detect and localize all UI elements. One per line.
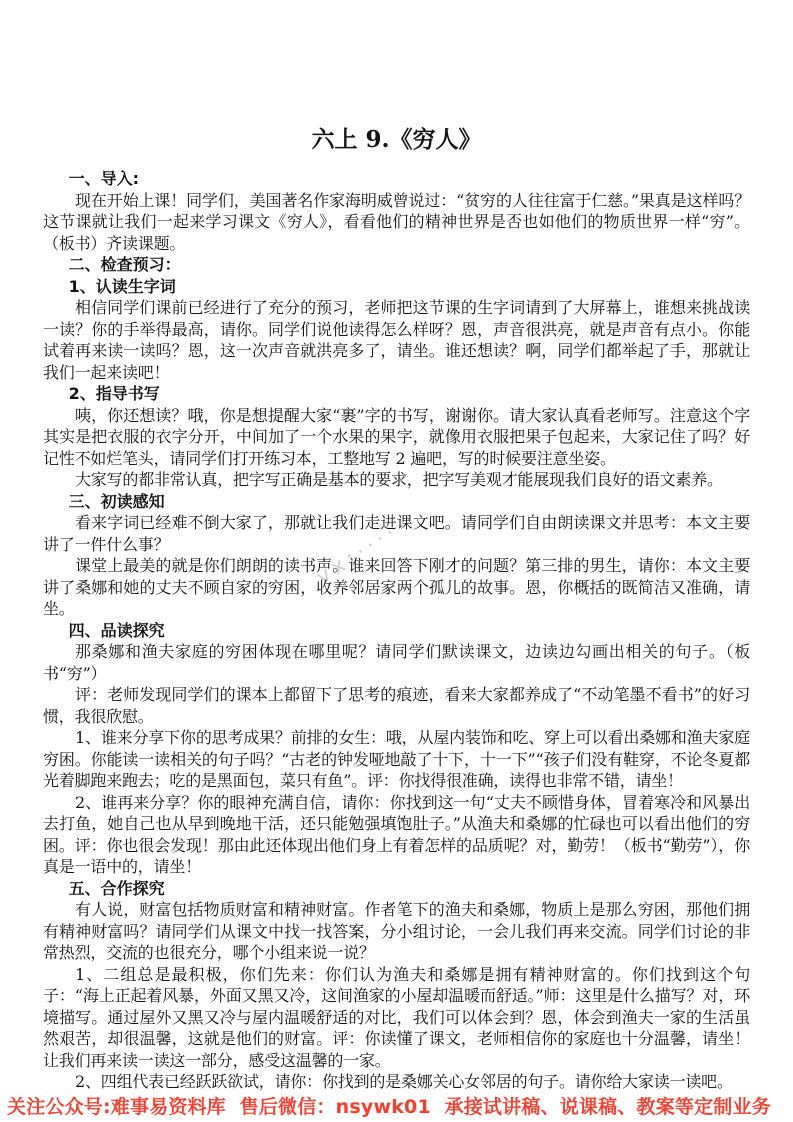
paragraph: 评：老师发现同学们的课本上都留下了思考的痕迹，看来大家都养成了“不动笔墨不看书”的好习惯，我很欣慰。 bbox=[43, 685, 750, 726]
paragraph: 有人说，财富包括物质财富和精神财富。作者笔下的渔夫和桑娜，物质上是那么穷困，那他们拥有精神财富吗？请同学们从课文中找一找答案，分小组讨论，一会儿我们再来交流。同学们讨论的非常热烈，交流的也很充分，哪个小组来说一说？ bbox=[43, 900, 750, 962]
document-body bbox=[43, 126, 750, 1093]
paragraph: 相信同学们课前已经进行了充分的预习，老师把这节课的生字词请到了大屏幕上，谁想来挑战读一读？你的手举得最高，请你。同学们说他读得怎么样呀？恩，声音很洪亮，就是声音有点小。你能试着再来读一读吗？恩，这一次声音就洪亮多了，请坐。谁还想读？啊，同学们都举起了手，那就让我们一起来读吧！ bbox=[43, 298, 750, 382]
list-item-share-1: 1、谁来分享下你的思考成果？前排的女生：哦，从屋内装饰和吃、穿上可以看出桑娜和渔夫家庭穷困。你能读一读相关的句子吗？“古老的钟发哑地敲了十下，十一下”“孩子们没有鞋穿，不论冬夏都光着脚跑来跑去；吃的是黑面包，菜只有鱼”。评：你找得很准确，读得也非常不错，请坐！ bbox=[43, 728, 750, 790]
paragraph: 课堂上最美的就是你们朗朗的读书声。谁来回答下刚才的问题？第三排的男生，请你：本文主要讲了桑娜和她的丈夫不顾自家的穷困，收养邻居家两个孤儿的故事。恩，你概括的既简洁又准确，请坐。 bbox=[43, 556, 750, 618]
paragraph: 那桑娜和渔夫家庭的穷困体现在哪里呢？请同学们默读课文，边读边勾画出相关的句子。（板书“穷”） bbox=[43, 642, 750, 683]
list-item-group-4: 2、四组代表已经跃跃欲试，请你：你找到的是桑娜关心女邻居的句子。请你给大家读一读吧。 bbox=[75, 1072, 733, 1091]
list-item-share-2: 2、谁再来分享？你的眼神充满自信，请你：你找到这一句“丈夫不顾惜身体，冒着寒冷和风暴出去打鱼，她自己也从早到晚地干活，还只能勉强填饱肚子。”从渔夫和桑娜的忙碌也可以看出他们的穷困。评：你也很会发现！那由此还体现出他们身上有着怎样的品质呢？对，勤劳！（板书“勤劳”），你真是一语中的，请坐！ bbox=[43, 792, 750, 876]
section-heading-first-reading: 三、初读感知 bbox=[68, 491, 165, 511]
section-heading-cooperative-inquiry: 五、合作探究 bbox=[68, 878, 165, 898]
paragraph: 咦，你还想读？哦，你是想提醒大家“裹”字的书写，谢谢你。请大家认真看老师写。注意这个字其实是把衣服的衣字分开，中间加了一个水果的果字，就像用衣服把果子包起来，大家记住了吗？好记性不如烂笔头，请同学们打开练习本，工整地写 2 遍吧，写的时候要注意坐姿。 bbox=[43, 405, 750, 468]
footer-promo-text: 关注公众号:难事易资料库 售后微信：nsywk01 承接试讲稿、说课稿、教案等定制业务 bbox=[7, 1096, 771, 1118]
subsection-heading-read-words: 1、认读生字词 bbox=[68, 276, 176, 296]
paragraph: 大家写的都非常认真，把字写正确是基本的要求，把字写美观才能展现我们良好的语文素养。 bbox=[75, 470, 723, 489]
page-title: 六上 9.《穷人》 bbox=[311, 126, 482, 153]
subsection-heading-writing-guide: 2、指导书写 bbox=[68, 384, 160, 403]
section-heading-close-reading: 四、品读探究 bbox=[68, 620, 165, 640]
section-heading-intro: 一、导入: bbox=[68, 169, 139, 188]
list-item-group-2: 1、二组总是最积极，你们先来：你们认为渔夫和桑娜是拥有精神财富的。你们找到这个句子：“海上正起着风暴，外面又黑又冷，这间渔家的小屋却温暖而舒适。”师：这里是什么描写？对，环境描写。通过屋外又黑又冷与屋内温暖舒适的对比，我们可以体会到？恩，体会到渔夫一家的生活虽然艰苦，却很温馨，这就是他们的财富。评：你读懂了课文，老师相信你的家庭也十分温馨，请坐！让我们再来读一读这一部分，感受这温馨的一家。 bbox=[43, 964, 750, 1070]
paragraph: 现在开始上课！同学们，美国著名作家海明威曾说过：“贫穷的人往往富于仁慈。”果真是这样吗？这节课就让我们一起来学习课文《穷人》，看看他们的精神世界是否也如他们的物质世界一样“穷”。（板书）齐读课题。 bbox=[43, 190, 750, 253]
watermark-text: vx:······ bbox=[311, 505, 424, 589]
section-heading-preview-check: 二、检查预习： bbox=[68, 255, 181, 274]
paragraph: 看来字词已经难不倒大家了，那就让我们走进课文吧。请同学们自由朗读课文并思考：本文主要讲了一件什么事？ bbox=[43, 513, 750, 554]
